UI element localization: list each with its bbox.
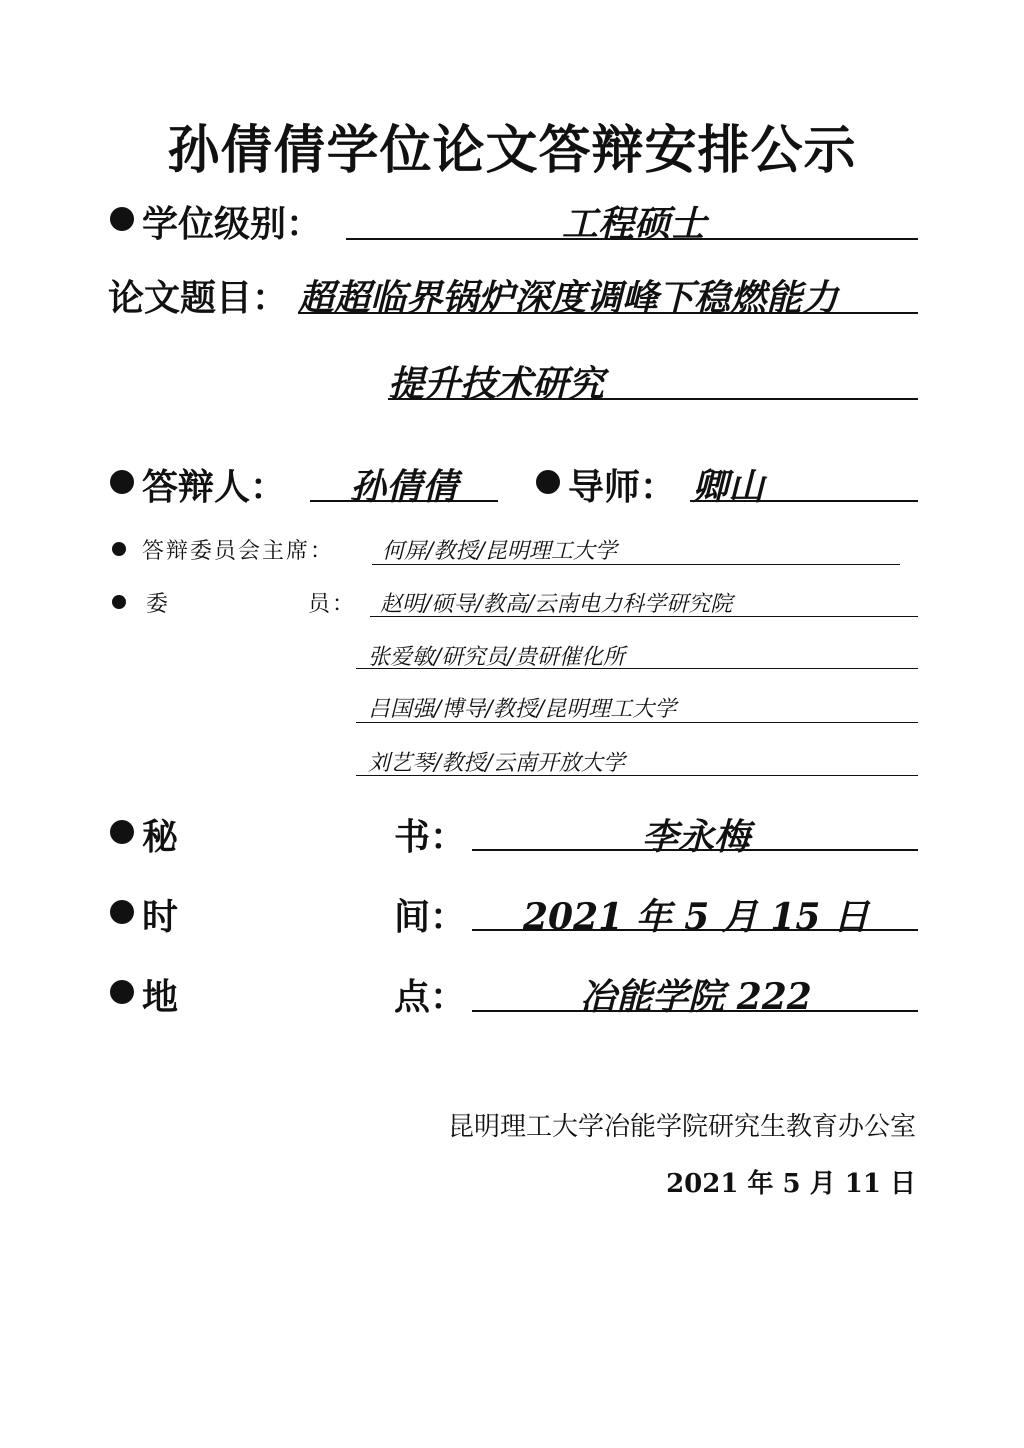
bullet-icon xyxy=(536,470,560,494)
place-label-right: 点： xyxy=(394,977,467,1018)
thesis-title-line2: 提升技术研究 xyxy=(388,363,605,405)
advisor-label: 导师： xyxy=(568,467,677,508)
committee-underline xyxy=(356,722,918,723)
defender-value: 孙倩倩 xyxy=(349,466,458,508)
page-title: 孙倩倩学位论文答辩安排公示 xyxy=(167,121,857,181)
degree-label: 学位级别： xyxy=(142,204,323,245)
advisor-value: 卿山 xyxy=(692,466,765,508)
defender-underline xyxy=(310,500,498,502)
committee-member: 刘艺琴/教授/云南开放大学 xyxy=(368,751,625,776)
place-underline xyxy=(472,1010,918,1012)
secretary-underline xyxy=(472,849,918,851)
bullet-icon xyxy=(110,470,134,494)
issuing-office: 昆明理工大学冶能学院研究生教育办公室 xyxy=(447,1112,916,1142)
chair-value: 何屏/教授/昆明理工大学 xyxy=(382,539,617,564)
committee-member: 吕国强/博导/教授/昆明理工大学 xyxy=(368,697,677,722)
thesis-underline-1 xyxy=(298,312,918,314)
committee-label-left: 委 xyxy=(146,592,171,617)
time-label-right: 间： xyxy=(394,897,467,938)
secretary-value: 李永梅 xyxy=(641,816,750,858)
secretary-label-left: 秘 xyxy=(142,817,179,858)
degree-value: 工程硕士 xyxy=(561,203,706,245)
chair-label: 答辩委员会主席： xyxy=(142,539,335,564)
thesis-label: 论文题目： xyxy=(108,278,289,319)
bullet-icon xyxy=(112,595,126,609)
place-label-left: 地 xyxy=(142,977,179,1018)
secretary-label-right: 书： xyxy=(394,817,467,858)
committee-underline xyxy=(370,616,918,617)
thesis-title-line1: 超超临界锅炉深度调峰下稳燃能力 xyxy=(298,277,839,319)
bullet-icon xyxy=(110,900,134,924)
time-underline xyxy=(472,929,918,931)
issue-date: 2021 年 5 月 11 日 xyxy=(666,1169,916,1199)
bullet-icon xyxy=(110,820,134,844)
committee-label-right: 员： xyxy=(308,592,357,617)
chair-underline xyxy=(372,564,900,565)
degree-underline xyxy=(346,238,918,240)
place-value: 冶能学院 222 xyxy=(580,976,812,1018)
time-value: 2021 年 5 月 15 日 xyxy=(522,896,869,938)
committee-underline xyxy=(356,668,918,669)
bullet-icon xyxy=(110,207,134,231)
committee-member: 张爱敏/研究员/贵研催化所 xyxy=(368,645,625,670)
thesis-underline-2 xyxy=(388,398,918,400)
time-label-left: 时 xyxy=(142,897,179,938)
bullet-icon xyxy=(112,542,126,556)
bullet-icon xyxy=(110,980,134,1004)
committee-member: 赵明/硕导/教高/云南电力科学研究院 xyxy=(380,592,733,617)
committee-underline xyxy=(356,775,918,776)
advisor-underline xyxy=(690,500,918,502)
defender-label: 答辩人： xyxy=(142,467,287,508)
